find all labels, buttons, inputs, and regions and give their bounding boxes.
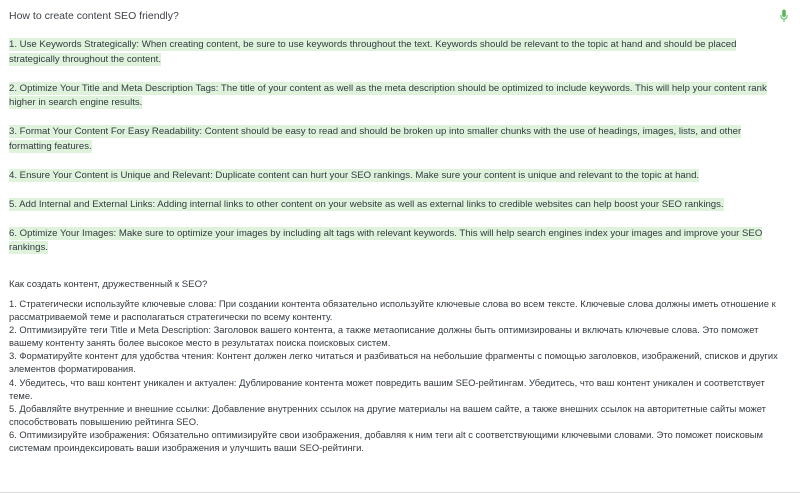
ru-item-5: 5. Добавляйте внутренние и внешние ссылки: Добавление внутренних ссылок на другие материалы на вашем сайте, а также внешних ссылок на авторитетные сайты может способствовать повышению рейтинга SEO.: [9, 402, 766, 427]
ru-item-1: 1. Стратегически используйте ключевые слова: При создании контента обязательно используйте ключевые слова во всем тексте. Ключевые слова должны иметь отношение к рассматриваемой теме и располагаться стратегически по всему контенту.: [9, 298, 776, 323]
highlighted-text: 6. Optimize Your Images: Make sure to optimize your images by including alt tags with relevant keywords. This will help search engines index your images and improve your SEO rankings.: [9, 227, 763, 254]
ru-item-3: 3. Форматируйте контент для удобства чтения: Контент должен легко читаться и разбиваться на небольшие фрагменты с помощью заголовков, изображений, списков и других элементов форматирования.: [9, 350, 778, 375]
russian-question: Как создать контент, дружественный к SEO?: [9, 278, 208, 290]
answer-russian: [9, 297, 784, 454]
answer-item-2: [9, 82, 784, 111]
answer-item-1: [9, 38, 784, 67]
highlighted-text: 2. Optimize Your Title and Meta Description Tags: The title of your content as well as the meta description should be optimized to include keywords. This will help your content rank higher in search engine results.: [9, 82, 767, 109]
ru-item-4: 4. Убедитесь, что ваш контент уникален и актуален: Дублирование контента может повредить вашим SEO-рейтингам. Убедитесь, что ваш контент уникален и соответствует теме.: [9, 376, 765, 401]
highlighted-text: 4. Ensure Your Content is Unique and Relevant: Duplicate content can hurt your SEO rankings. Make sure your content is unique and relevant to the topic at hand.: [9, 169, 700, 181]
answer-item-6: [9, 227, 784, 256]
answer-item-5: [9, 198, 784, 213]
bottom-divider: [0, 492, 800, 493]
answer-item-4: [9, 169, 784, 184]
ru-item-2: 2. Оптимизируйте теги Title и Meta Description: Заголовок вашего контента, а также метаописание должны быть оптимизированы и включать ключевые слова. Это поможет вашему контенту занять более высокое место в результатах поиска поисковых систем.: [9, 324, 759, 349]
microphone-icon[interactable]: [780, 9, 788, 23]
answer-english: [9, 38, 784, 270]
highlighted-text: 3. Format Your Content For Easy Readability: Content should be easy to read and should be broken up into smaller chunks with the use of headings, images, lists, and other formatting features.: [9, 126, 742, 152]
highlighted-text: 1. Use Keywords Strategically: When creating content, be sure to use keywords throughout the text. Keywords should be relevant to the topic at hand and should be placed strategically throughout the content.: [9, 39, 737, 65]
answer-item-3: [9, 125, 784, 154]
user-question: How to create content SEO friendly?: [9, 10, 179, 22]
ru-item-6: 6. Оптимизируйте изображения: Обязательно оптимизируйте свои изображения, добавляя к ним теги alt с соответствующими ключевыми словами. Это поможет поисковым системам проиндексировать ваши изображения и улучшить ваши SEO-рейтинги.: [9, 428, 763, 454]
highlighted-text: 5. Add Internal and External Links: Adding internal links to other content on your website as well as external links to credible websites can help boost your SEO rankings.: [9, 198, 724, 210]
